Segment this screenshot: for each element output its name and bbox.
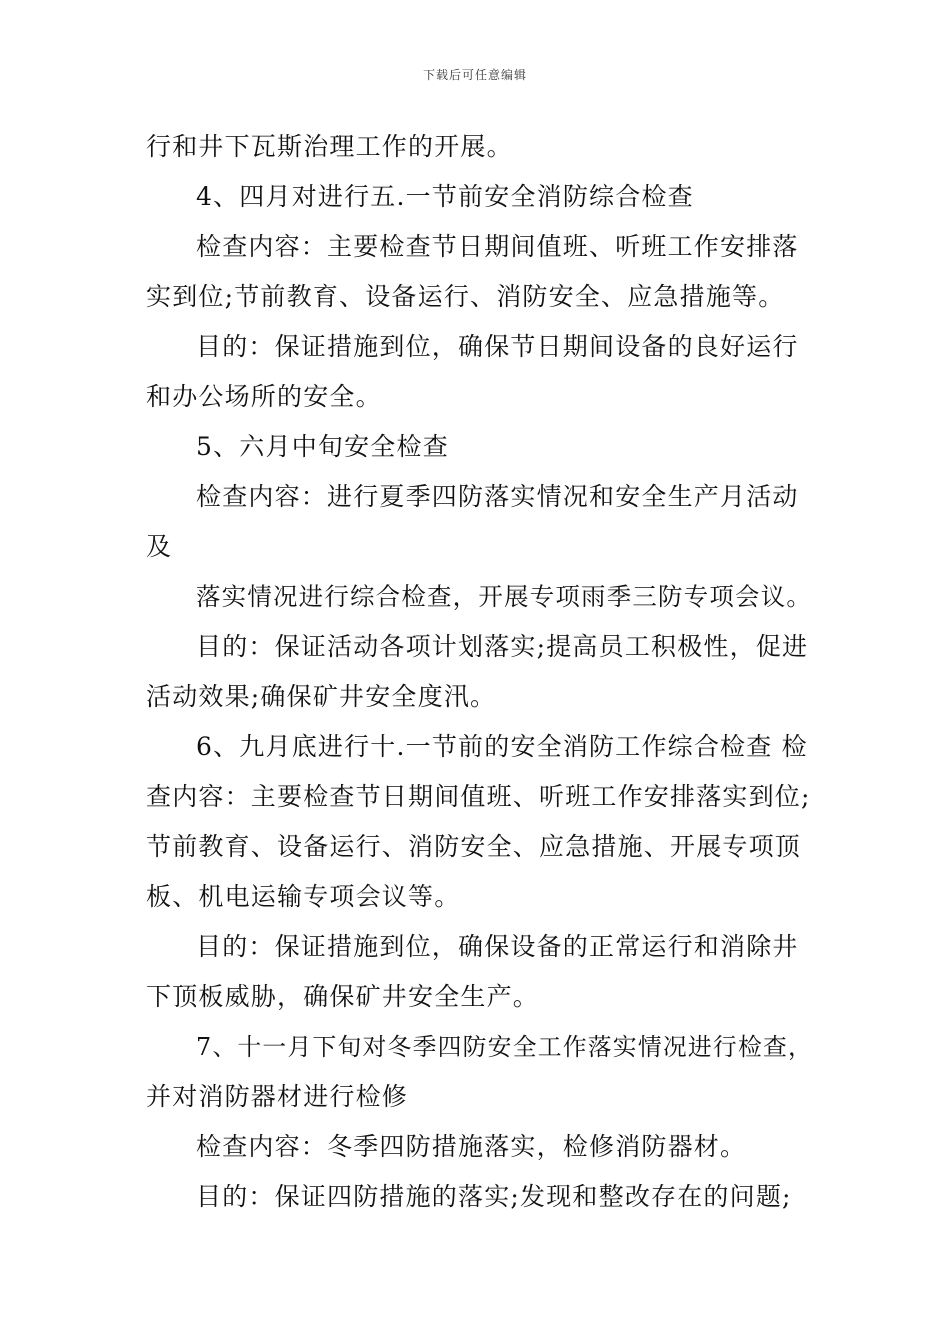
text-line-2: 4、四月对进行五.一节前安全消防综合检查 bbox=[196, 182, 694, 211]
text-line-19: 7、十一月下旬对冬季四防安全工作落实情况进行检查， bbox=[196, 1033, 814, 1061]
text-line-14: 查内容：主要检查节日期间值班、听班工作安排落实到位; bbox=[146, 782, 811, 811]
text-line-3: 检查内容：主要检查节日期间值班、听班工作安排落 bbox=[196, 232, 799, 261]
text-line-18: 下顶板威胁，确保矿井安全生产。 bbox=[146, 982, 540, 1011]
text-line-13: 6、九月底进行十.一节前的安全消防工作综合检查 检 bbox=[196, 732, 808, 761]
text-line-6: 和办公场所的安全。 bbox=[146, 382, 382, 411]
text-line-20: 并对消防器材进行检修 bbox=[146, 1082, 409, 1111]
text-line-15: 节前教育、设备运行、消防安全、应急措施、开展专项顶 bbox=[146, 832, 802, 861]
text-line-16: 板、机电运输专项会议等。 bbox=[146, 882, 461, 911]
text-line-5: 目的：保证措施到位，确保节日期间设备的良好运行 bbox=[196, 332, 799, 361]
text-line-7: 5、六月中旬安全检查 bbox=[196, 432, 449, 461]
text-line-9: 及 bbox=[146, 532, 173, 561]
text-line-22: 目的：保证四防措施的落实;发现和整改存在的问题; bbox=[196, 1182, 792, 1211]
text-line-10: 落实情况进行综合检查，开展专项雨季三防专项会议。 bbox=[196, 582, 813, 611]
page-header-note: 下载后可任意编辑 bbox=[422, 68, 527, 82]
text-line-1: 行和井下瓦斯治理工作的开展。 bbox=[146, 132, 513, 161]
text-line-12: 活动效果;确保矿井安全度汛。 bbox=[146, 682, 497, 711]
text-line-11: 目的：保证活动各项计划落实;提高员工积极性，促进 bbox=[196, 632, 809, 661]
text-line-4: 实到位;节前教育、设备运行、消防安全、应急措施等。 bbox=[146, 282, 785, 311]
text-line-21: 检查内容：冬季四防措施落实，检修消防器材。 bbox=[196, 1132, 747, 1161]
text-line-8: 检查内容：进行夏季四防落实情况和安全生产月活动 bbox=[196, 482, 799, 511]
text-line-17: 目的：保证措施到位，确保设备的正常运行和消除井 bbox=[196, 932, 799, 961]
